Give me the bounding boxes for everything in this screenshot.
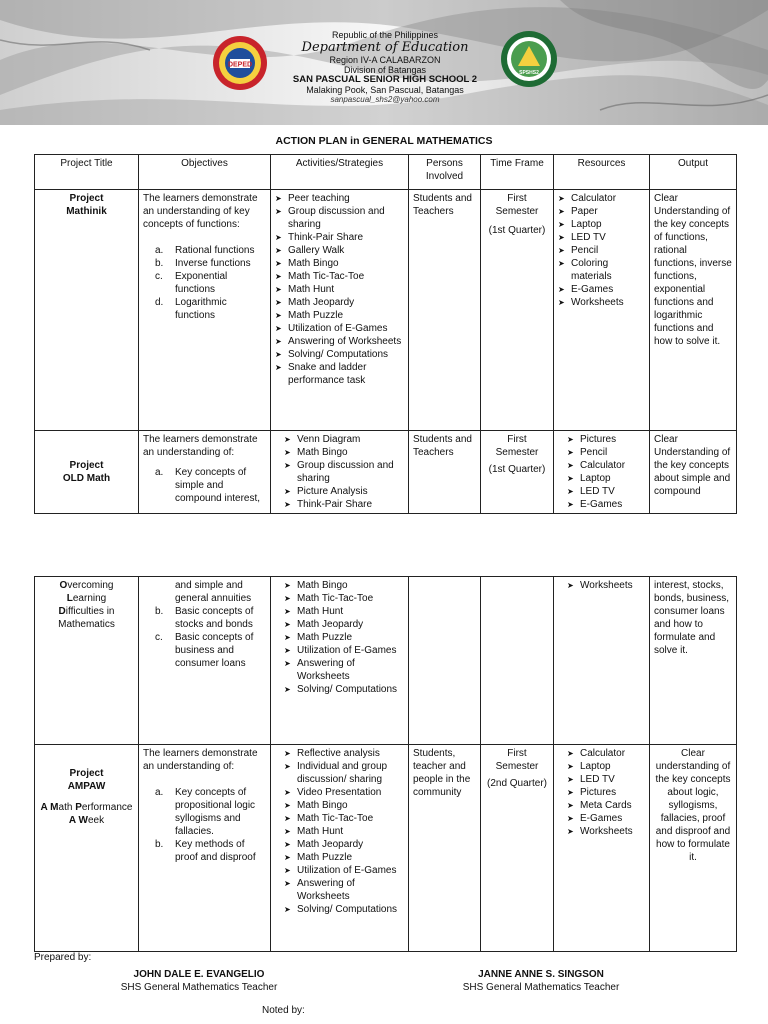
time-frame-cell: First Semester (1st Quarter) — [481, 431, 554, 514]
list-item: ➤ Pictures — [558, 433, 645, 446]
list-item: ➤ Math Bingo — [275, 446, 404, 459]
col-header-activities: Activities/Strategies — [271, 155, 409, 190]
division-line: Division of Batangas — [343, 65, 427, 75]
list-item: b. Key methods of proof and disproof — [155, 839, 256, 863]
objective-list — [143, 466, 266, 505]
list-item: ➤ Individual and group discussion/ sharing — [275, 760, 404, 786]
col-header-resources: Resources — [554, 155, 650, 190]
resource-list — [558, 747, 645, 838]
list-item: ➤ Reflective analysis — [275, 747, 404, 760]
table-row — [35, 431, 737, 514]
list-item: ➤ Laptop — [558, 218, 645, 231]
table-header-row — [35, 155, 737, 190]
col-header-objectives: Objectives — [139, 155, 271, 190]
school-letterhead-text — [240, 30, 530, 105]
list-item: ➤ Meta Cards — [558, 799, 645, 812]
list-item: ➤ Picture Analysis — [275, 485, 404, 498]
resource-list — [558, 433, 645, 511]
activity-list — [275, 433, 404, 511]
output-cell: Clear Understanding of the key concepts of functions, rational functions, inverse functions, exponential functions and logarithmic functions and how to solve it. — [650, 190, 737, 431]
list-item: ➤ Math Puzzle — [275, 631, 404, 644]
list-item: ➤ Math Hunt — [275, 825, 404, 838]
list-item: ➤ Math Tic-Tac-Toe — [275, 812, 404, 825]
objective-list — [143, 605, 266, 670]
list-item: ➤ Math Tic-Tac-Toe — [275, 270, 404, 283]
list-item: d. Logarithmic functions — [155, 297, 227, 321]
list-item: ➤ Snake and ladder performance task — [275, 361, 404, 387]
list-item: ➤ LED TV — [558, 231, 645, 244]
project-title-cell: Project OLD Math — [35, 431, 139, 514]
objectives-cell: The learners demonstrate an understanding of: a. Key concepts of propositional logic syllogisms and fallacies. b. Key methods of proof and disproof — [139, 745, 271, 952]
svg-text:DEPED: DEPED — [227, 61, 253, 69]
resources-cell — [554, 745, 650, 952]
project-title-cell: Overcoming Learning Difficulties in Mathematics — [35, 577, 139, 745]
resource-list — [558, 192, 645, 309]
list-item: ➤ Worksheets — [558, 296, 645, 309]
resource-list — [558, 579, 645, 592]
signatory-1 — [84, 968, 314, 994]
list-item: ➤ Paper — [558, 205, 645, 218]
list-item: a. Rational functions — [155, 245, 255, 256]
activities-cell — [271, 577, 409, 745]
list-item: ➤ Math Tic-Tac-Toe — [275, 592, 404, 605]
objectives-cell: and simple and general annuities b. Basic concepts of stocks and bonds c. Basic concepts of business and consumer loans — [139, 577, 271, 745]
resources-cell — [554, 577, 650, 745]
list-item: ➤ Calculator — [558, 747, 645, 760]
col-header-persons: Persons Involved — [409, 155, 481, 190]
list-item: ➤ Math Jeopardy — [275, 618, 404, 631]
objectives-cell: The learners demonstrate an understanding of: a. Key concepts of simple and compound interest, — [139, 431, 271, 514]
signatory-title: SHS General Mathematics Teacher — [120, 982, 278, 993]
table-row — [35, 745, 737, 952]
school-name: SAN PASCUAL SENIOR HIGH SCHOOL 2 — [292, 74, 478, 85]
resources-cell — [554, 431, 650, 514]
list-item: c. Exponential functions — [155, 271, 228, 295]
list-item: ➤ Calculator — [558, 459, 645, 472]
list-item: ➤ Calculator — [558, 192, 645, 205]
signatory-name: JOHN DALE E. EVANGELIO — [133, 969, 265, 980]
school-email: sanpascual_shs2@yahoo.com — [330, 95, 440, 104]
list-item: ➤ Pictures — [558, 786, 645, 799]
activities-cell — [271, 190, 409, 431]
list-item: ➤ Venn Diagram — [275, 433, 404, 446]
list-item: ➤ LED TV — [558, 773, 645, 786]
list-item: ➤ E-Games — [558, 498, 645, 511]
output-cell: Clear understanding of the key concepts about logic, syllogisms, fallacies, proof and disproof and how to formulate it. — [650, 745, 737, 952]
list-item: a. Key concepts of simple and compound interest, — [155, 467, 261, 504]
list-item: ➤ Group discussion and sharing — [275, 459, 404, 485]
time-frame-cell: First Semester (2nd Quarter) — [481, 745, 554, 952]
list-item: ➤ Answering of Worksheets — [275, 877, 404, 903]
list-item: ➤ Utilization of E-Games — [275, 644, 404, 657]
objective-list — [143, 786, 266, 864]
republic-line: Republic of the Philippines — [331, 30, 439, 40]
objectives-cell: The learners demonstrate an understanding of key concepts of functions: a. Rational functions b. Inverse functions c. Exponential functions d. Logarithmic functions — [139, 190, 271, 431]
school-address: Malaking Pook, San Pascual, Batangas — [306, 85, 464, 95]
list-item: ➤ Worksheets — [558, 825, 645, 838]
list-item: ➤ Solving/ Computations — [275, 348, 404, 361]
list-item: ➤ Laptop — [558, 472, 645, 485]
persons-cell: Students and Teachers — [409, 190, 481, 431]
list-item: ➤ LED TV — [558, 485, 645, 498]
list-item: ➤ Math Bingo — [275, 799, 404, 812]
list-item: ➤ Think-Pair Share — [275, 498, 404, 511]
objective-list — [143, 244, 266, 322]
table-row — [35, 190, 737, 431]
table-row — [35, 577, 737, 745]
list-item: ➤ E-Games — [558, 812, 645, 825]
list-item: ➤ Answering of Worksheets — [275, 657, 404, 683]
list-item: a. Key concepts of propositional logic syllogisms and fallacies. — [155, 787, 256, 837]
signatory-2 — [426, 968, 656, 994]
list-item: ➤ Math Bingo — [275, 257, 404, 270]
signatory-name: JANNE ANNE S. SINGSON — [478, 969, 604, 980]
list-item: ➤ Math Hunt — [275, 605, 404, 618]
list-item: ➤ Math Jeopardy — [275, 296, 404, 309]
resources-cell — [554, 190, 650, 431]
list-item: ➤ Laptop — [558, 760, 645, 773]
activities-cell — [271, 745, 409, 952]
persons-cell: Students and Teachers — [409, 431, 481, 514]
activity-list — [275, 192, 404, 387]
region-line: Region IV-A CALABARZON — [329, 55, 441, 65]
list-item: ➤ Math Bingo — [275, 579, 404, 592]
prepared-by-label: Prepared by: — [34, 952, 92, 963]
list-item: ➤ Math Puzzle — [275, 851, 404, 864]
noted-by-label: Noted by: — [262, 1005, 305, 1016]
list-item: ➤ Solving/ Computations — [275, 903, 404, 916]
document-title: ACTION PLAN in GENERAL MATHEMATICS — [275, 135, 493, 147]
col-header-project-title: Project Title — [35, 155, 139, 190]
time-frame-cell: First Semester (1st Quarter) — [481, 190, 554, 431]
list-item: ➤ Gallery Walk — [275, 244, 404, 257]
action-plan-table-page2 — [34, 576, 737, 952]
list-item: ➤ Pencil — [558, 446, 645, 459]
list-item: b. Basic concepts of stocks and bonds — [155, 606, 254, 630]
persons-cell: Students, teacher and people in the community — [409, 745, 481, 952]
project-title-cell: Project AMPAW A Math Performance A Week — [35, 745, 139, 952]
activity-list — [275, 579, 404, 696]
letterhead-banner — [0, 0, 768, 125]
list-item: ➤ Group discussion and sharing — [275, 205, 404, 231]
list-item: ➤ Math Hunt — [275, 283, 404, 296]
project-title-cell: Project Mathinik — [35, 190, 139, 431]
list-item: ➤ Think-Pair Share — [275, 231, 404, 244]
svg-text:SPSHS2: SPSHS2 — [519, 70, 539, 76]
action-plan-table-page1 — [34, 154, 737, 514]
list-item: ➤ Utilization of E-Games — [275, 322, 404, 335]
output-cell: Clear Understanding of the key concepts about simple and compound — [650, 431, 737, 514]
list-item: ➤ Utilization of E-Games — [275, 864, 404, 877]
time-frame-cell — [481, 577, 554, 745]
list-item: b. Inverse functions — [155, 258, 251, 269]
activity-list — [275, 747, 404, 916]
col-header-time-frame: Time Frame — [481, 155, 554, 190]
list-item: ➤ Solving/ Computations — [275, 683, 404, 696]
list-item: ➤ Video Presentation — [275, 786, 404, 799]
list-item: ➤ Worksheets — [558, 579, 645, 592]
list-item: ➤ E-Games — [558, 283, 645, 296]
list-item: ➤ Math Puzzle — [275, 309, 404, 322]
list-item: ➤ Math Jeopardy — [275, 838, 404, 851]
list-item: ➤ Coloring materials — [558, 257, 645, 283]
list-item: ➤ Pencil — [558, 244, 645, 257]
signatory-title: SHS General Mathematics Teacher — [462, 982, 620, 993]
col-header-output: Output — [650, 155, 737, 190]
activities-cell — [271, 431, 409, 514]
list-item: ➤ Peer teaching — [275, 192, 404, 205]
department-line: Department of Education — [301, 40, 469, 55]
persons-cell — [409, 577, 481, 745]
output-cell: interest, stocks, bonds, business, consumer loans and how to formulate and solve it. — [650, 577, 737, 745]
list-item: ➤ Answering of Worksheets — [275, 335, 404, 348]
list-item: c. Basic concepts of business and consumer loans — [155, 632, 254, 669]
